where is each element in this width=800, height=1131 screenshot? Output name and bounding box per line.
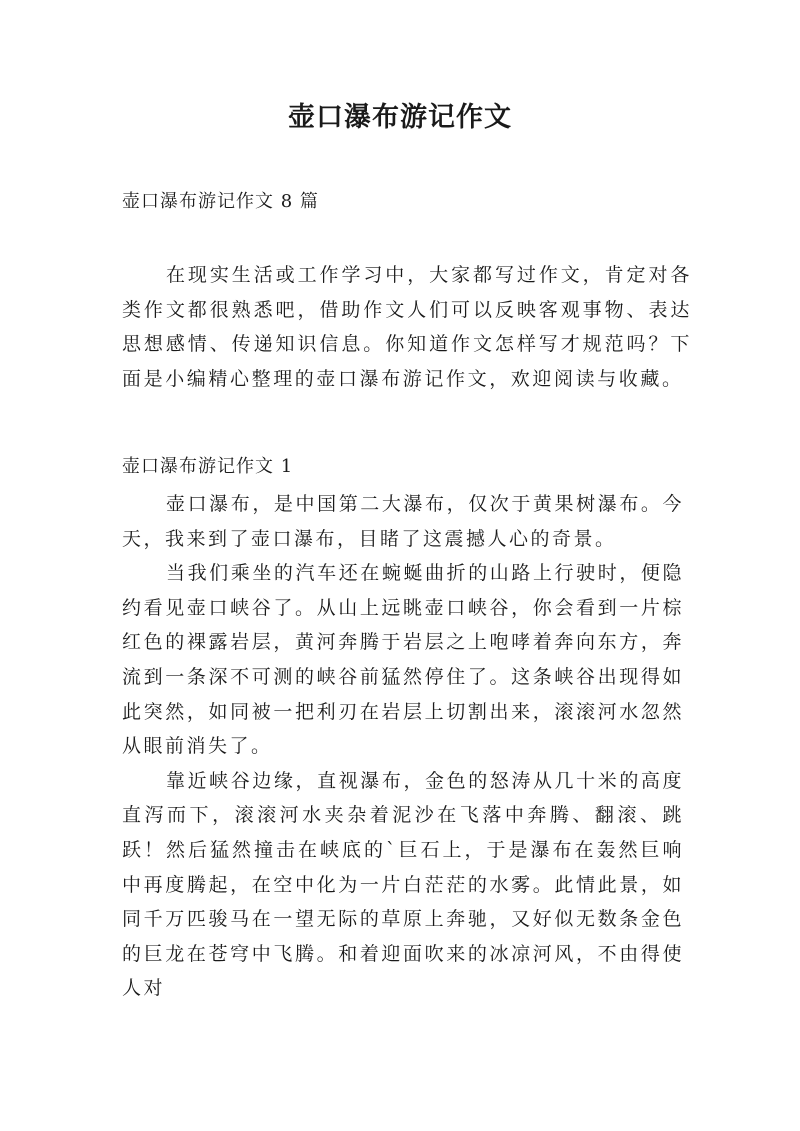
document-subtitle: 壶口瀑布游记作文 8 篇	[122, 191, 319, 212]
essay-body	[122, 487, 684, 1006]
document-title: 壶口瀑布游记作文	[288, 102, 512, 133]
section-heading: 壶口瀑布游记作文 1	[122, 456, 294, 477]
essay-paragraph: 壶口瀑布，是中国第二大瀑布，仅次于黄果树瀑布。今天，我来到了壶口瀑布，目睹了这震撼人心的奇景。	[122, 493, 684, 550]
essay-paragraph: 当我们乘坐的汽车还在蜿蜒曲折的山路上行驶时，便隐约看见壶口峡谷了。从山上远眺壶口峡谷，你会看到一片棕红色的裸露岩层，黄河奔腾于岩层之上咆哮着奔向东方，奔流到一条深不可测的峡谷前猛然停住了。这条峡谷出现得如此突然，如同被一把利刃在岩层上切割出来，滚滚河水忽然从眼前消失了。	[122, 562, 684, 758]
essay-paragraph: 靠近峡谷边缘，直视瀑布，金色的怒涛从几十米的高度直泻而下，滚滚河水夹杂着泥沙在飞落中奔腾、翻滚、跳跃！然后猛然撞击在峡底的`巨石上，于是瀑布在轰然巨响中再度腾起，在空中化为一片白茫茫的水雾。此情此景，如同千万匹骏马在一望无际的草原上奔驰，又好似无数条金色的巨龙在苍穹中飞腾。和着迎面吹来的冰凉河风，不由得使人对	[122, 769, 684, 1000]
intro-paragraph: 在现实生活或工作学习中，大家都写过作文，肯定对各类作文都很熟悉吧，借助作文人们可以反映客观事物、表达思想感情、传递知识信息。你知道作文怎样写才规范吗？下面是小编精心整理的壶口瀑布游记作文，欢迎阅读与收藏。	[122, 264, 692, 390]
